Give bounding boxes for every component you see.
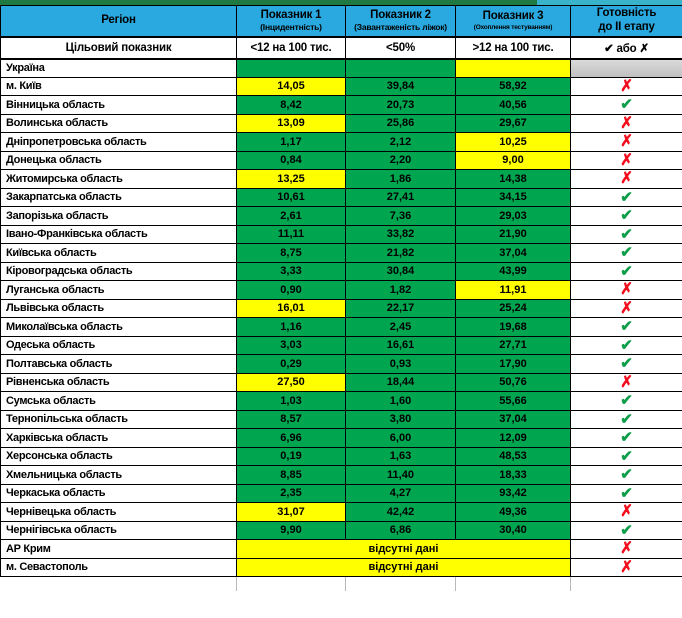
region-cell[interactable]: Київська область bbox=[1, 244, 237, 263]
indicator3-cell[interactable]: 43,99 bbox=[456, 262, 571, 281]
check-icon: ✔ bbox=[620, 207, 633, 225]
readiness-cell[interactable] bbox=[571, 170, 682, 189]
indicator1-cell[interactable]: 13,09 bbox=[237, 114, 346, 133]
empty-cell[interactable] bbox=[237, 577, 346, 591]
region-cell[interactable]: Миколаївська область bbox=[1, 318, 237, 337]
readiness-cell[interactable] bbox=[571, 318, 682, 337]
region-cell[interactable]: Сумська область bbox=[1, 392, 237, 411]
table-row bbox=[1, 447, 682, 466]
indicator3-title: Показник 3 bbox=[482, 10, 544, 23]
table-row bbox=[1, 207, 682, 226]
check-icon: ✔ bbox=[620, 410, 633, 428]
indicator2-subtitle: (Завантаженість ліжок) bbox=[354, 21, 447, 32]
cross-icon: ✗ bbox=[620, 151, 633, 170]
indicator3-subtitle: (Охоплення тестуванням) bbox=[473, 24, 553, 32]
indicator1-cell[interactable]: 13,25 bbox=[237, 170, 346, 189]
table-row bbox=[1, 410, 682, 429]
indicator2-cell[interactable]: 2,12 bbox=[346, 133, 456, 152]
target-label-cell[interactable]: Цільовий показник bbox=[1, 37, 237, 59]
indicator2-cell[interactable]: 18,44 bbox=[346, 373, 456, 392]
table-row bbox=[1, 114, 682, 133]
region-cell[interactable]: Одеська область bbox=[1, 336, 237, 355]
table-row bbox=[1, 429, 682, 448]
indicator3-cell[interactable]: 14,38 bbox=[456, 170, 571, 189]
indicator1-cell[interactable]: 1,16 bbox=[237, 318, 346, 337]
empty-cell[interactable] bbox=[346, 577, 456, 591]
table-row bbox=[1, 521, 682, 540]
indicator1-cell[interactable]: 16,01 bbox=[237, 299, 346, 318]
cross-icon: ✗ bbox=[620, 77, 633, 96]
readiness-cell[interactable] bbox=[571, 133, 682, 152]
readiness-cell[interactable] bbox=[571, 151, 682, 170]
region-cell[interactable]: Херсонська область bbox=[1, 447, 237, 466]
cross-icon: ✗ bbox=[620, 299, 633, 318]
indicator2-cell[interactable]: 1,63 bbox=[346, 447, 456, 466]
region-cell[interactable]: Волинська область bbox=[1, 114, 237, 133]
indicator3-cell[interactable]: 17,90 bbox=[456, 355, 571, 374]
header-row bbox=[1, 6, 682, 37]
indicator2-cell[interactable]: 20,73 bbox=[346, 96, 456, 115]
region-cell[interactable]: Львівська область bbox=[1, 299, 237, 318]
header-region-label: Регіон bbox=[101, 13, 136, 26]
check-icon: ✔ bbox=[620, 262, 633, 280]
indicator3-cell[interactable]: 19,68 bbox=[456, 318, 571, 337]
readiness-title-line1: Готовність bbox=[596, 6, 657, 19]
readiness-cell[interactable] bbox=[571, 207, 682, 226]
region-cell[interactable]: Луганська область bbox=[1, 281, 237, 300]
check-icon: ✔ bbox=[620, 355, 633, 373]
indicator2-cell[interactable]: 30,84 bbox=[346, 262, 456, 281]
readiness-cell[interactable] bbox=[571, 355, 682, 374]
indicator1-subtitle: (Інцидентність) bbox=[260, 21, 322, 32]
table-row bbox=[1, 244, 682, 263]
indicator2-cell[interactable]: 22,17 bbox=[346, 299, 456, 318]
cross-icon: ✗ bbox=[620, 280, 633, 299]
table-row bbox=[1, 558, 682, 577]
table-row bbox=[1, 281, 682, 300]
table-row bbox=[1, 170, 682, 189]
check-icon: ✔ bbox=[620, 336, 633, 354]
table-row bbox=[1, 392, 682, 411]
readiness-cell[interactable] bbox=[571, 114, 682, 133]
empty-row bbox=[1, 577, 682, 591]
no-data-cell[interactable]: відсутні дані bbox=[237, 540, 571, 559]
readiness-cell[interactable] bbox=[571, 558, 682, 577]
indicator1-cell[interactable]: 0,29 bbox=[237, 355, 346, 374]
empty-cell[interactable] bbox=[1, 577, 237, 591]
empty-cell[interactable] bbox=[456, 577, 571, 591]
table-body bbox=[1, 59, 682, 577]
check-icon: ✔ bbox=[620, 225, 633, 243]
indicator2-cell[interactable]: 11,40 bbox=[346, 466, 456, 485]
indicator3-cell[interactable]: 12,09 bbox=[456, 429, 571, 448]
indicator1-cell[interactable]: 1,17 bbox=[237, 133, 346, 152]
indicator2-cell[interactable]: 7,36 bbox=[346, 207, 456, 226]
check-icon: ✔ bbox=[620, 521, 633, 539]
indicator2-cell[interactable]: 2,45 bbox=[346, 318, 456, 337]
indicator2-cell[interactable]: 16,61 bbox=[346, 336, 456, 355]
region-cell[interactable]: Дніпропетровська область bbox=[1, 133, 237, 152]
indicator1-cell[interactable]: 8,57 bbox=[237, 410, 346, 429]
indicator2-cell[interactable]: 42,42 bbox=[346, 503, 456, 522]
readiness-cell[interactable] bbox=[571, 521, 682, 540]
region-cell[interactable]: АР Крим bbox=[1, 540, 237, 559]
indicator3-cell[interactable] bbox=[456, 59, 571, 78]
header-region-cell[interactable] bbox=[1, 6, 237, 37]
indicator2-cell[interactable]: 27,41 bbox=[346, 188, 456, 207]
indicator1-cell[interactable]: 8,42 bbox=[237, 96, 346, 115]
table-row bbox=[1, 466, 682, 485]
region-cell[interactable]: Хмельницька область bbox=[1, 466, 237, 485]
table-row bbox=[1, 262, 682, 281]
region-cell[interactable]: Тернопільська область bbox=[1, 410, 237, 429]
check-icon: ✔ bbox=[620, 188, 633, 206]
check-icon: ✔ bbox=[620, 392, 633, 410]
indicator3-cell[interactable]: 21,90 bbox=[456, 225, 571, 244]
region-cell[interactable]: Чернівецька область bbox=[1, 503, 237, 522]
check-icon: ✔ bbox=[620, 96, 633, 114]
target-readiness-cell[interactable]: ✔ або ✗ bbox=[571, 37, 682, 59]
indicator1-cell[interactable]: 2,61 bbox=[237, 207, 346, 226]
table-row bbox=[1, 96, 682, 115]
readiness-cell[interactable] bbox=[571, 447, 682, 466]
indicator2-cell[interactable]: 1,82 bbox=[346, 281, 456, 300]
readiness-cell[interactable] bbox=[571, 484, 682, 503]
target-indicator3-cell[interactable]: >12 на 100 тис. bbox=[456, 37, 571, 59]
check-icon: ✔ bbox=[620, 244, 633, 262]
region-cell[interactable]: м. Севастополь bbox=[1, 558, 237, 577]
readiness-cell[interactable] bbox=[571, 429, 682, 448]
region-cell[interactable]: Івано-Франківська область bbox=[1, 225, 237, 244]
indicator1-cell[interactable] bbox=[237, 59, 346, 78]
table-row bbox=[1, 503, 682, 522]
indicator2-cell[interactable]: 1,86 bbox=[346, 170, 456, 189]
header-indicator2-cell[interactable] bbox=[346, 6, 456, 37]
cross-icon: ✗ bbox=[620, 114, 633, 133]
table-row bbox=[1, 336, 682, 355]
indicator2-title: Показник 2 bbox=[370, 9, 431, 22]
check-icon: ✔ bbox=[620, 447, 633, 465]
readiness-cell[interactable] bbox=[571, 410, 682, 429]
readiness-cell[interactable] bbox=[571, 96, 682, 115]
region-cell[interactable]: Харківська область bbox=[1, 429, 237, 448]
header-indicator1-cell[interactable] bbox=[237, 6, 346, 37]
indicator2-cell[interactable]: 1,60 bbox=[346, 392, 456, 411]
target-indicator1-cell[interactable]: <12 на 100 тис. bbox=[237, 37, 346, 59]
indicator2-cell[interactable]: 0,93 bbox=[346, 355, 456, 374]
cross-icon: ✗ bbox=[620, 132, 633, 151]
readiness-cell[interactable] bbox=[571, 540, 682, 559]
table-row bbox=[1, 133, 682, 152]
check-icon: ✔ bbox=[620, 484, 633, 502]
indicator3-cell[interactable]: 9,00 bbox=[456, 151, 571, 170]
table-row bbox=[1, 59, 682, 78]
table-row bbox=[1, 373, 682, 392]
table-row bbox=[1, 77, 682, 96]
no-data-cell[interactable]: відсутні дані bbox=[237, 558, 571, 577]
indicator3-cell[interactable]: 11,91 bbox=[456, 281, 571, 300]
indicator1-cell[interactable]: 2,35 bbox=[237, 484, 346, 503]
indicator2-cell[interactable]: 21,82 bbox=[346, 244, 456, 263]
check-icon: ✔ bbox=[620, 318, 633, 336]
top-strip bbox=[0, 0, 682, 5]
indicator1-cell[interactable]: 8,75 bbox=[237, 244, 346, 263]
cross-icon: ✗ bbox=[620, 539, 633, 558]
readiness-cell[interactable] bbox=[571, 503, 682, 522]
indicator2-cell[interactable]: 33,82 bbox=[346, 225, 456, 244]
indicator3-cell[interactable]: 30,40 bbox=[456, 521, 571, 540]
indicator1-cell[interactable]: 27,50 bbox=[237, 373, 346, 392]
region-cell[interactable]: Донецька область bbox=[1, 151, 237, 170]
check-icon: ✔ bbox=[620, 429, 633, 447]
indicator1-cell[interactable]: 11,11 bbox=[237, 225, 346, 244]
indicator1-title: Показник 1 bbox=[260, 9, 322, 22]
readiness-cell[interactable] bbox=[571, 225, 682, 244]
indicator3-cell[interactable]: 34,15 bbox=[456, 188, 571, 207]
region-cell[interactable]: Житомирська область bbox=[1, 170, 237, 189]
region-cell[interactable]: Полтавська область bbox=[1, 355, 237, 374]
indicator1-cell[interactable]: 3,33 bbox=[237, 262, 346, 281]
indicator3-cell[interactable]: 10,25 bbox=[456, 133, 571, 152]
readiness-cell[interactable] bbox=[571, 392, 682, 411]
indicator1-cell[interactable]: 3,03 bbox=[237, 336, 346, 355]
table-row bbox=[1, 484, 682, 503]
readiness-cell[interactable] bbox=[571, 281, 682, 300]
indicator3-cell[interactable]: 18,33 bbox=[456, 466, 571, 485]
region-cell[interactable]: Рівненська область bbox=[1, 373, 237, 392]
regions-readiness-table bbox=[0, 5, 682, 591]
table-row bbox=[1, 318, 682, 337]
region-cell[interactable]: Черкаська область bbox=[1, 484, 237, 503]
indicator1-cell[interactable]: 6,96 bbox=[237, 429, 346, 448]
readiness-cell[interactable] bbox=[571, 77, 682, 96]
header-readiness-cell[interactable] bbox=[571, 6, 682, 37]
indicator2-cell[interactable]: 6,86 bbox=[346, 521, 456, 540]
indicator1-cell[interactable]: 14,05 bbox=[237, 77, 346, 96]
table-row bbox=[1, 225, 682, 244]
readiness-cell[interactable] bbox=[571, 336, 682, 355]
table-row bbox=[1, 355, 682, 374]
indicator3-cell[interactable]: 29,03 bbox=[456, 207, 571, 226]
cross-icon: ✗ bbox=[620, 502, 633, 521]
region-cell[interactable]: Чернігівська область bbox=[1, 521, 237, 540]
indicator3-cell[interactable]: 25,24 bbox=[456, 299, 571, 318]
cross-icon: ✗ bbox=[620, 169, 633, 188]
indicator1-cell[interactable]: 0,90 bbox=[237, 281, 346, 300]
indicator2-cell[interactable]: 39,84 bbox=[346, 77, 456, 96]
indicator2-cell[interactable]: 3,80 bbox=[346, 410, 456, 429]
readiness-cell[interactable] bbox=[571, 373, 682, 392]
cross-icon: ✗ bbox=[620, 558, 633, 577]
indicator2-cell[interactable]: 6,00 bbox=[346, 429, 456, 448]
indicator1-cell[interactable]: 0,84 bbox=[237, 151, 346, 170]
table-row bbox=[1, 188, 682, 207]
indicator3-cell[interactable]: 37,04 bbox=[456, 244, 571, 263]
readiness-cell-empty[interactable] bbox=[571, 59, 682, 78]
check-icon: ✔ bbox=[620, 466, 633, 484]
indicator2-cell[interactable] bbox=[346, 59, 456, 78]
readiness-cell[interactable] bbox=[571, 188, 682, 207]
indicator3-cell[interactable]: 93,42 bbox=[456, 484, 571, 503]
indicator3-cell[interactable]: 29,67 bbox=[456, 114, 571, 133]
target-indicator2-cell[interactable]: <50% bbox=[346, 37, 456, 59]
indicator2-cell[interactable]: 2,20 bbox=[346, 151, 456, 170]
table-row bbox=[1, 151, 682, 170]
top-strip-green-segment bbox=[0, 0, 537, 5]
indicator1-cell[interactable]: 0,19 bbox=[237, 447, 346, 466]
empty-cell[interactable] bbox=[571, 577, 682, 591]
table-row bbox=[1, 299, 682, 318]
indicator3-cell[interactable]: 27,71 bbox=[456, 336, 571, 355]
indicator1-cell[interactable]: 9,90 bbox=[237, 521, 346, 540]
region-cell[interactable]: Кіровоградська область bbox=[1, 262, 237, 281]
indicator1-cell[interactable]: 10,61 bbox=[237, 188, 346, 207]
indicator3-cell[interactable]: 49,36 bbox=[456, 503, 571, 522]
indicator3-cell[interactable]: 40,56 bbox=[456, 96, 571, 115]
target-row bbox=[1, 37, 682, 59]
indicator2-cell[interactable]: 4,27 bbox=[346, 484, 456, 503]
table-row bbox=[1, 540, 682, 559]
readiness-cell[interactable] bbox=[571, 262, 682, 281]
indicator2-cell[interactable]: 25,86 bbox=[346, 114, 456, 133]
header-indicator3-cell[interactable] bbox=[456, 6, 571, 37]
readiness-title-line2: до II етапу bbox=[598, 20, 655, 33]
indicator3-cell[interactable]: 55,66 bbox=[456, 392, 571, 411]
cross-icon: ✗ bbox=[620, 373, 633, 392]
indicator1-cell[interactable]: 31,07 bbox=[237, 503, 346, 522]
indicator1-cell[interactable]: 1,03 bbox=[237, 392, 346, 411]
indicator3-cell[interactable]: 48,53 bbox=[456, 447, 571, 466]
indicator3-cell[interactable]: 58,92 bbox=[456, 77, 571, 96]
indicator1-cell[interactable]: 8,85 bbox=[237, 466, 346, 485]
region-cell[interactable]: Запорізька область bbox=[1, 207, 237, 226]
indicator3-cell[interactable]: 37,04 bbox=[456, 410, 571, 429]
readiness-cell[interactable] bbox=[571, 466, 682, 485]
indicator3-cell[interactable]: 50,76 bbox=[456, 373, 571, 392]
region-cell[interactable]: Закарпатська область bbox=[1, 188, 237, 207]
region-cell[interactable]: м. Київ bbox=[1, 77, 237, 96]
top-strip-teal-segment bbox=[537, 0, 682, 5]
readiness-cell[interactable] bbox=[571, 244, 682, 263]
readiness-cell[interactable] bbox=[571, 299, 682, 318]
region-cell[interactable]: Вінницька область bbox=[1, 96, 237, 115]
region-cell[interactable]: Україна bbox=[1, 59, 237, 78]
